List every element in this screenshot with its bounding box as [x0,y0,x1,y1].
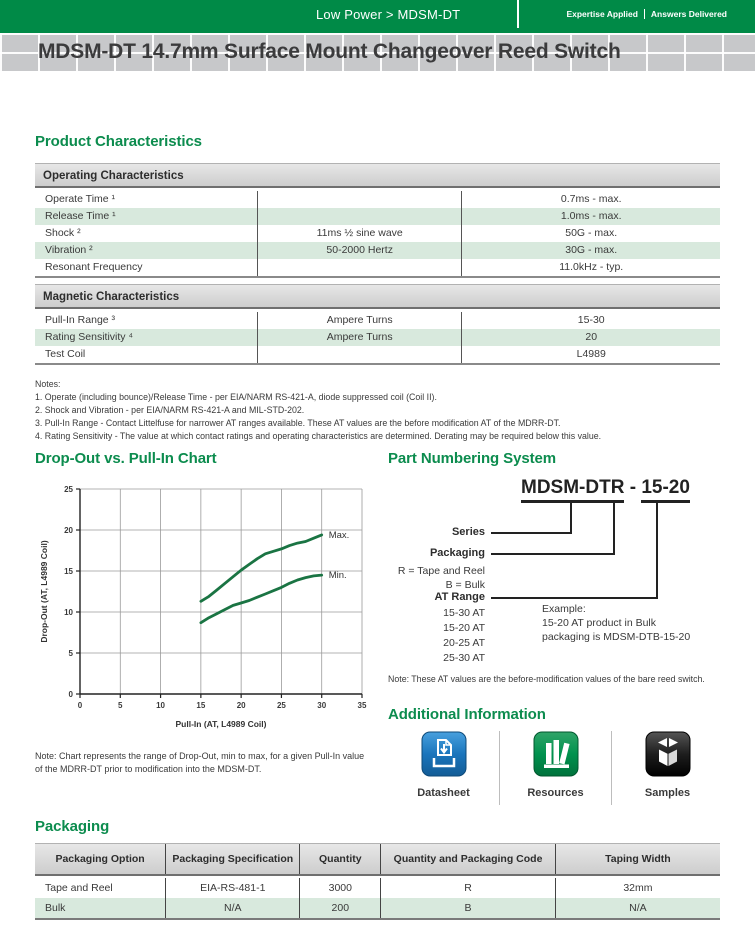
datasheet-download-icon[interactable] [421,764,467,781]
cell: 32mm [555,878,720,898]
series-label: Max. [328,529,350,541]
svg-text:35: 35 [357,701,367,710]
note-line: 2. Shock and Vibration - per EIA/NARM RS-421-A and MIL-STD-202. [35,405,305,415]
row-value: 15-30 [577,314,605,326]
chart-grid [80,489,362,694]
connector-line-at-range [656,500,658,598]
svg-text:20: 20 [236,701,246,710]
magnetic-characteristics-table [35,312,720,365]
row-condition: 50-2000 Hertz [257,242,463,259]
part-numbering-section [388,450,723,702]
row-condition [257,191,463,208]
column-header: Packaging Specification [165,844,299,874]
row-condition: Ampere Turns [257,312,463,329]
row-condition: 11ms ½ sine wave [257,225,463,242]
at-range-option: 20-25 AT [443,637,485,649]
at-range-option: 25-30 AT [443,652,485,664]
column-header: Taping Width [555,844,720,874]
series-label: Min. [328,570,347,582]
svg-text:0: 0 [77,701,83,710]
tagline-left: Expertise Applied [566,9,638,19]
series-label: Series [451,526,485,538]
series-min [201,575,322,623]
product-characteristics-section [35,133,720,443]
svg-text:15: 15 [196,701,206,710]
part-number-example [542,602,690,644]
part-separator: - [624,477,642,498]
connector-line-series [491,532,572,534]
packaging-label: Packaging [429,547,485,559]
example-line: packaging is MDSM-DTB-15-20 [542,631,691,643]
product-characteristics-heading: Product Characteristics [35,133,202,150]
y-axis-title: Drop-Out (AT, L4989 Coil) [39,540,49,643]
connector-line-at-range [491,597,658,599]
cell: 200 [299,898,380,918]
svg-text:25: 25 [64,485,73,494]
cell: B [380,898,555,918]
svg-text:30: 30 [317,701,327,710]
table-row [35,259,720,276]
topbar-divider [517,0,519,28]
part-prefix: MDSM-DTR [521,477,624,503]
row-value: 0.7ms - max. [560,193,622,205]
operating-characteristics-table [35,191,720,278]
packaging-option: B = Bulk [445,579,485,591]
svg-text:15: 15 [64,567,73,576]
cell: R [380,878,555,898]
row-label: Vibration ² [45,244,93,256]
example-part-number [521,477,690,499]
dropout-pullin-chart-section [35,450,371,776]
packaging-table-header [35,843,720,876]
page-title: MDSM-DT 14.7mm Surface Mount Changeover Reed Switch [38,40,621,63]
row-condition [257,208,463,225]
brand-tagline [566,9,727,19]
series-max [201,535,322,601]
part-suffix: 15-20 [641,477,690,503]
packaging-heading: Packaging [35,818,110,835]
column-header: Quantity and Packaging Code [380,844,555,874]
packaging-table [35,843,720,920]
table-row [35,346,720,363]
row-label: Rating Sensitivity ⁴ [45,331,133,343]
samples-label[interactable]: Samples [644,787,691,799]
connector-line-series [570,500,572,533]
cell: N/A [165,898,299,918]
additional-info-row [388,731,723,805]
connector-line-packaging [491,553,615,555]
resources-books-icon[interactable] [533,764,579,781]
cell: 3000 [299,878,380,898]
svg-text:10: 10 [64,608,73,617]
example-line: Example: [542,603,586,615]
operating-characteristics-header: Operating Characteristics [35,163,720,188]
additional-information-heading: Additional Information [388,706,546,723]
table-row [35,329,720,346]
top-brand-bar [0,0,755,33]
note-line: 3. Pull-In Range - Contact Littelfuse for narrower AT ranges available. These AT values are the before modification AT of the MDRR-DT. [35,418,561,428]
packaging-option: R = Tape and Reel [397,565,485,577]
chart-heading: Drop-Out vs. Pull-In Chart [35,450,217,467]
packaging-table-body [35,878,720,920]
at-range-option: 15-30 AT [443,607,485,619]
tagline-right: Answers Delivered [650,9,727,19]
title-band [0,33,755,71]
packaging-section [35,818,720,920]
example-line: 15-20 AT product in Bulk [542,617,657,629]
tagline-separator [644,9,645,19]
table-row [35,208,720,225]
column-header: Packaging Option [55,853,145,865]
chart-note: Note: Chart represents the range of Drop-Out, min to max, for a given Pull-In value of the MDRR-DT prior to modification into the MDSM-DT. [35,751,365,774]
table-row [35,898,720,918]
row-condition [257,346,463,363]
datasheet-link[interactable] [388,731,499,805]
at-range-option: 15-20 AT [443,622,485,634]
dropout-pullin-chart [35,481,371,744]
table-row [35,878,720,898]
note-line: 4. Rating Sensitivity - The value at which contact ratings and operating characteristics are determined. Derating may be required below this value. [35,431,602,441]
note-line: 1. Operate (including bounce)/Release Time - per EIA/NARM RS-421-A, diode suppressed coil (Coil II). [35,392,437,402]
row-label: Resonant Frequency [45,261,143,273]
row-condition [257,259,463,276]
row-label: Operate Time ¹ [45,193,116,205]
svg-text:20: 20 [64,526,73,535]
breadcrumb: Low Power > MDSM-DT [316,7,461,22]
row-value: 1.0ms - max. [560,210,622,222]
table-row [35,225,720,242]
at-range-label: AT Range [434,591,485,603]
magnetic-characteristics-header: Magnetic Characteristics [35,284,720,309]
table-row [35,242,720,259]
row-label: Shock ² [45,227,81,239]
column-header: Quantity [299,844,380,874]
part-numbering-note: Note: These AT values are the before-modification values of the bare reed switch. [388,674,705,684]
row-value: 20 [585,331,598,343]
samples-link[interactable] [611,731,723,805]
resources-label[interactable]: Resources [527,787,584,799]
cell: N/A [555,898,720,918]
part-numbering-heading: Part Numbering System [388,450,556,467]
chart-canvas [35,481,369,739]
datasheet-label[interactable]: Datasheet [417,787,470,799]
svg-text:5: 5 [118,701,123,710]
table-row [35,312,720,329]
resources-link[interactable] [499,731,611,805]
row-label: Test Coil [45,348,86,360]
row-value: 30G - max. [565,244,618,256]
x-axis-title: Pull-In (AT, L4989 Coil) [175,719,267,729]
row-value: 11.0kHz - typ. [559,261,624,273]
connector-line-packaging [613,500,615,554]
cell: Bulk [45,902,66,914]
svg-text:5: 5 [68,649,73,658]
additional-information-section [388,706,723,805]
svg-text:0: 0 [68,690,73,699]
row-label: Release Time ¹ [45,210,116,222]
cell: EIA-RS-481-1 [165,878,299,898]
table-row [35,191,720,208]
notes-block [35,378,720,443]
notes-title: Notes: [35,379,61,389]
row-value: 50G - max. [565,227,618,239]
cell: Tape and Reel [45,882,113,894]
svg-text:10: 10 [156,701,166,710]
samples-box-icon[interactable] [645,764,691,781]
svg-text:25: 25 [276,701,286,710]
row-value: L4989 [576,348,606,360]
row-condition: Ampere Turns [257,329,463,346]
row-label: Pull-In Range ³ [45,314,116,326]
